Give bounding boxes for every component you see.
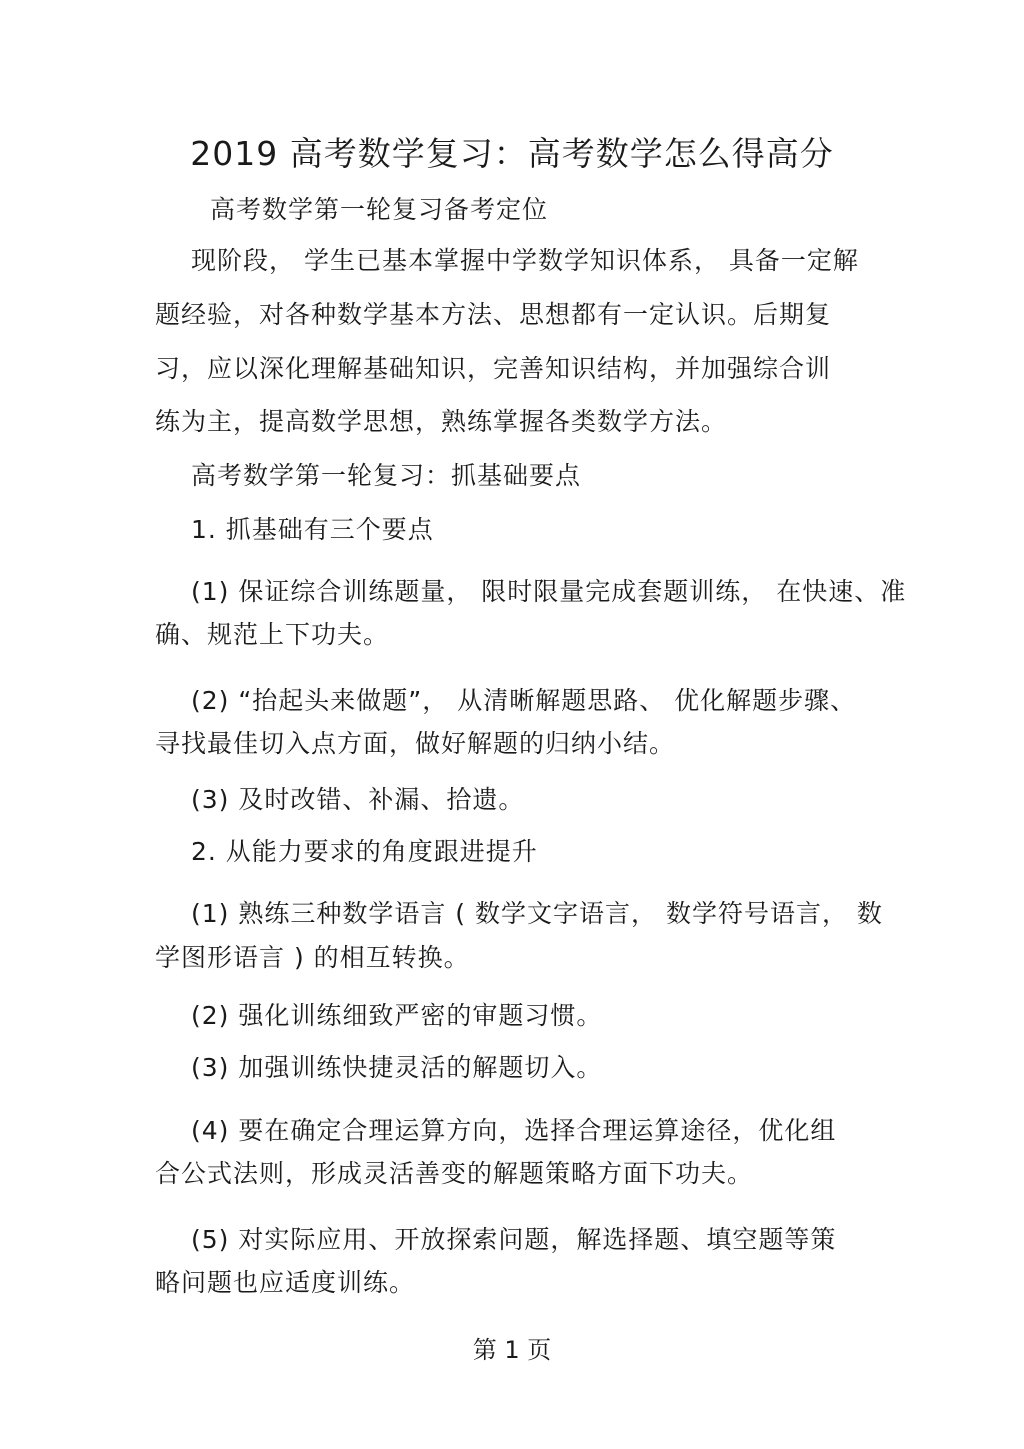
list-item-line: 略问题也应适度训练。 <box>155 1268 416 1297</box>
list-heading-1: 1. 抓基础有三个要点 <box>191 515 434 544</box>
list-item-line: (1) 保证综合训练题量， 限时限量完成套题训练， 在快速、准 <box>191 577 907 606</box>
list-item-line: 学图形语言 ) 的相互转换。 <box>155 943 470 972</box>
document-title: 2019 高考数学复习：高考数学怎么得高分 <box>190 134 834 173</box>
list-item-line: 合公式法则，形成灵活善变的解题策略方面下功夫。 <box>155 1159 754 1188</box>
list-item-line: (3) 及时改错、补漏、拾遗。 <box>191 785 525 814</box>
section-heading-positioning: 高考数学第一轮复习备考定位 <box>210 195 549 224</box>
paragraph-line: 练为主，提高数学思想，熟练掌握各类数学方法。 <box>155 407 728 436</box>
paragraph-line: 习，应以深化理解基础知识，完善知识结构，并加强综合训 <box>155 354 832 383</box>
section-heading-basics: 高考数学第一轮复习：抓基础要点 <box>191 461 582 490</box>
list-item-line: (3) 加强训练快捷灵活的解题切入。 <box>191 1053 603 1082</box>
paragraph-line: 现阶段， 学生已基本掌握中学数学知识体系， 具备一定解 <box>191 246 859 275</box>
list-item-line: 寻找最佳切入点方面，做好解题的归纳小结。 <box>155 729 676 758</box>
page-number: 第 1 页 <box>472 1336 552 1364</box>
list-item-line: 确、规范上下功夫。 <box>155 620 390 649</box>
list-item-line: (5) 对实际应用、开放探索问题，解选择题、填空题等策 <box>191 1225 837 1254</box>
list-heading-2: 2. 从能力要求的角度跟进提升 <box>191 837 538 866</box>
paragraph-line: 题经验，对各种数学基本方法、思想都有一定认识。后期复 <box>155 300 832 329</box>
list-item-line: (2) “抬起头来做题”， 从清晰解题思路、 优化解题步骤、 <box>191 686 857 715</box>
list-item-line: (4) 要在确定合理运算方向，选择合理运算途径，优化组 <box>191 1116 837 1145</box>
list-item-line: (1) 熟练三种数学语言 ( 数学文字语言， 数学符号语言， 数 <box>191 899 883 928</box>
list-item-line: (2) 强化训练细致严密的审题习惯。 <box>191 1001 603 1030</box>
